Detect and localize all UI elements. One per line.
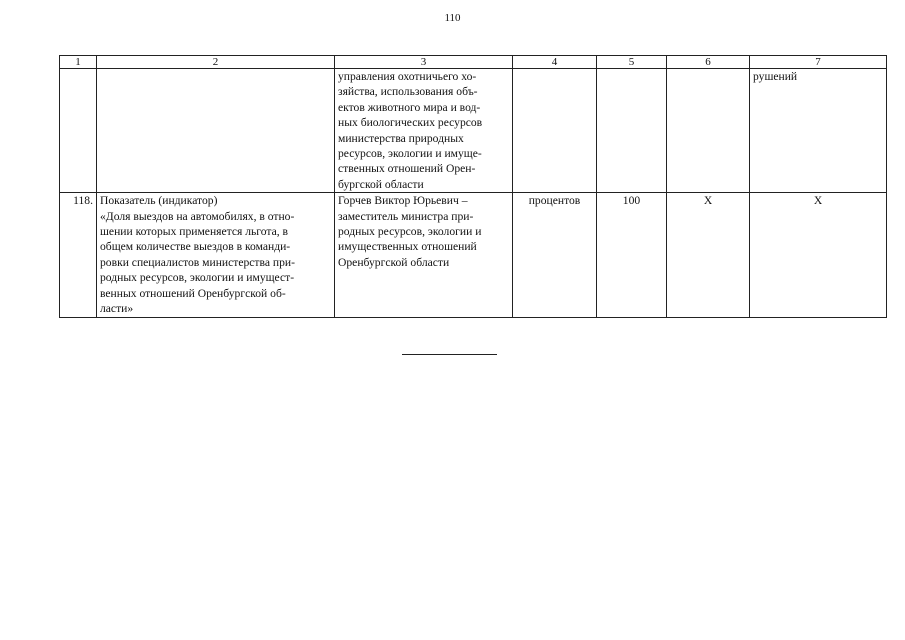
indicator-line: венных отношений Оренбургской об- [100,286,286,300]
indicator-line: «Доля выездов на автомобилях, в отно- [100,209,295,223]
header-col-4: 4 [513,56,597,69]
responsible-line: ственных отношений Орен- [338,162,476,176]
header-col-5: 5 [597,56,667,69]
header-col-7: 7 [750,56,887,69]
table-row [60,193,887,317]
col6-cell: Х [667,193,750,317]
indicator-line: ровки специалистов министерства при- [100,255,295,269]
header-col-6: 6 [667,56,750,69]
closing-rule [402,354,497,355]
responsible-cell [335,69,513,193]
unit-cell: процентов [513,193,597,317]
responsible-line: родных ресурсов, экологии и [338,225,482,239]
indicator-line: шении которых применяется льгота, в [100,225,289,239]
responsible-line: министерства природных [338,131,464,145]
responsible-line: имущественных отношений [338,240,477,254]
responsible-line: ресурсов, экологии и имуще- [338,147,482,161]
unit-cell [513,69,597,193]
indicator-line: ласти» [100,302,134,316]
responsible-line: ектов животного мира и вод- [338,100,481,114]
row-number-cell: 118. [60,193,97,317]
indicator-line: Показатель (индикатор) [100,194,218,208]
responsible-line: управления охотничьего хо- [338,70,477,83]
indicator-cell [97,193,335,317]
indicator-cell [97,69,335,193]
col7-cell: рушений [750,69,887,193]
indicator-line: родных ресурсов, экологии и имущест- [100,271,295,285]
header-col-1: 1 [60,56,97,69]
responsible-line: зяйства, использования объ- [338,85,478,99]
col6-cell [667,69,750,193]
responsible-line: заместитель министра при- [338,209,474,223]
header-col-3: 3 [335,56,513,69]
header-row [60,56,887,69]
value-cell [597,69,667,193]
value-cell: 100 [597,193,667,317]
responsible-line: Оренбургской области [338,255,450,269]
header-col-2: 2 [97,56,335,69]
responsible-cell [335,193,513,317]
responsible-line: бургской области [338,177,424,191]
responsible-line: ных биологических ресурсов [338,116,483,130]
table-row [60,69,887,193]
indicator-line: общем количестве выездов в команди- [100,240,291,254]
responsible-line: Горчев Виктор Юрьевич – [338,194,468,208]
page-number: 110 [444,12,461,24]
row-number-cell [60,69,97,193]
indicator-table [59,55,887,318]
col7-cell: Х [750,193,887,317]
